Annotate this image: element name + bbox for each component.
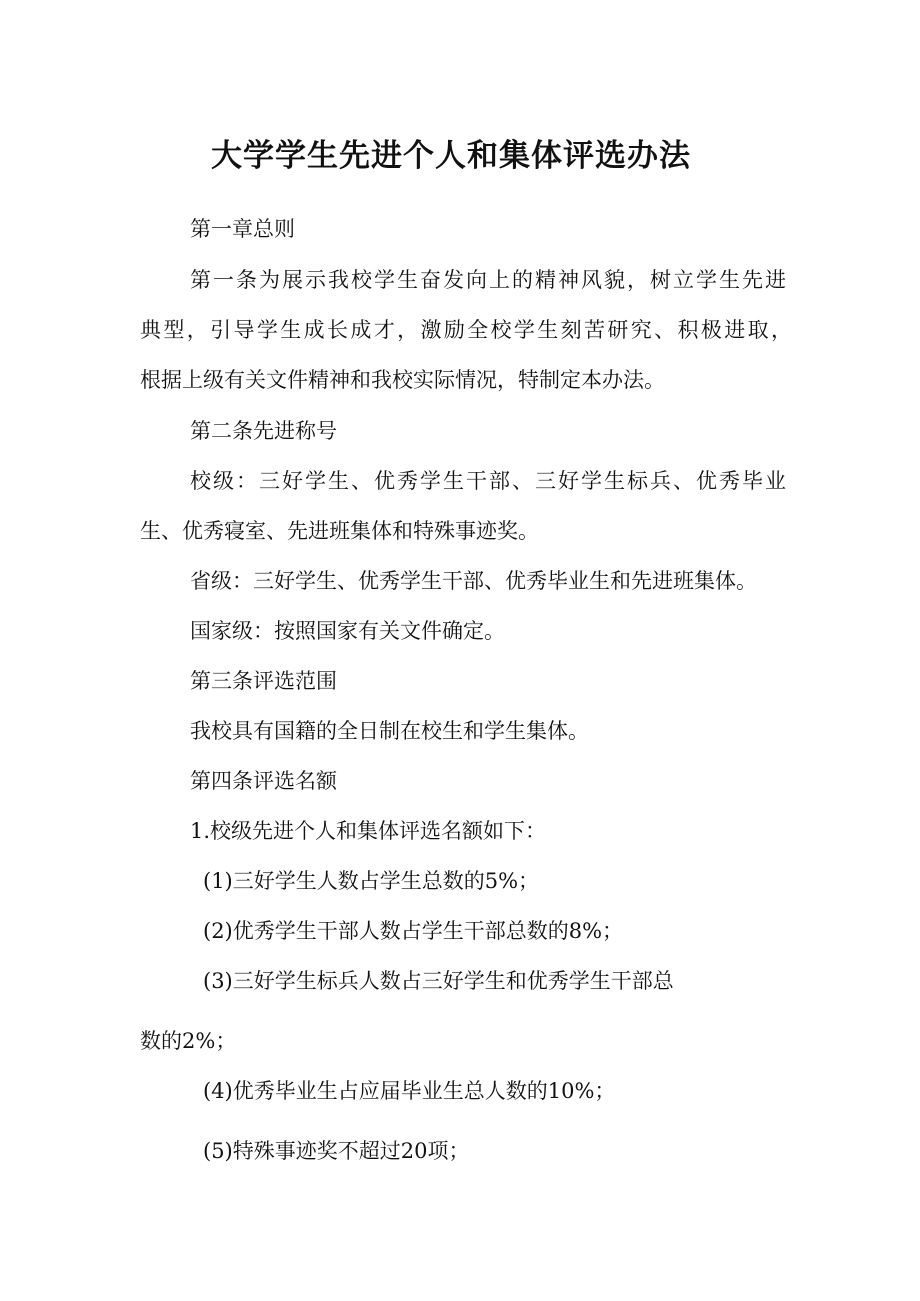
article-1-line-1: 第一条为展示我校学生奋发向上的精神风貌，树立学生先进: [190, 268, 786, 292]
quota-item-2: (2)优秀学生干部人数占学生干部总数的8%；: [203, 919, 624, 943]
quota-intro: 1.校级先进个人和集体评选名额如下：: [190, 819, 547, 843]
quota-item-3-line-2: 数的2%；: [140, 1029, 237, 1053]
article-4-heading: 第四条评选名额: [190, 769, 337, 793]
quota-item-1: (1)三好学生人数占学生总数的5%；: [203, 869, 540, 893]
article-3-heading: 第三条评选范围: [190, 669, 337, 693]
quota-item-4: (4)优秀毕业生占应届毕业生总人数的10%；: [203, 1079, 616, 1103]
province-level-line: 省级：三好学生、优秀学生干部、优秀毕业生和先进班集体。: [190, 569, 757, 593]
article-2-heading: 第二条先进称号: [190, 419, 337, 443]
school-level-line-2: 生、优秀寝室、先进班集体和特殊事迹奖。: [140, 519, 539, 543]
national-level-line: 国家级：按照国家有关文件确定。: [190, 619, 505, 643]
quota-item-3-line-1: (3)三好学生标兵人数占三好学生和优秀学生干部总: [203, 969, 674, 993]
quota-item-5: (5)特殊事迹奖不超过20项；: [203, 1139, 470, 1163]
chapter-heading: 第一章总则: [190, 217, 295, 241]
document-title: 大学学生先进个人和集体评选办法: [211, 138, 691, 174]
school-level-line-1: 校级：三好学生、优秀学生干部、三好学生标兵、优秀毕业: [190, 469, 786, 493]
article-3-body: 我校具有国籍的全日制在校生和学生集体。: [190, 719, 589, 743]
article-1-line-2: 典型，引导学生成长成才，激励全校学生刻苦研究、积极进取，: [140, 318, 792, 342]
article-1-line-3: 根据上级有关文件精神和我校实际情况，特制定本办法。: [140, 368, 665, 392]
